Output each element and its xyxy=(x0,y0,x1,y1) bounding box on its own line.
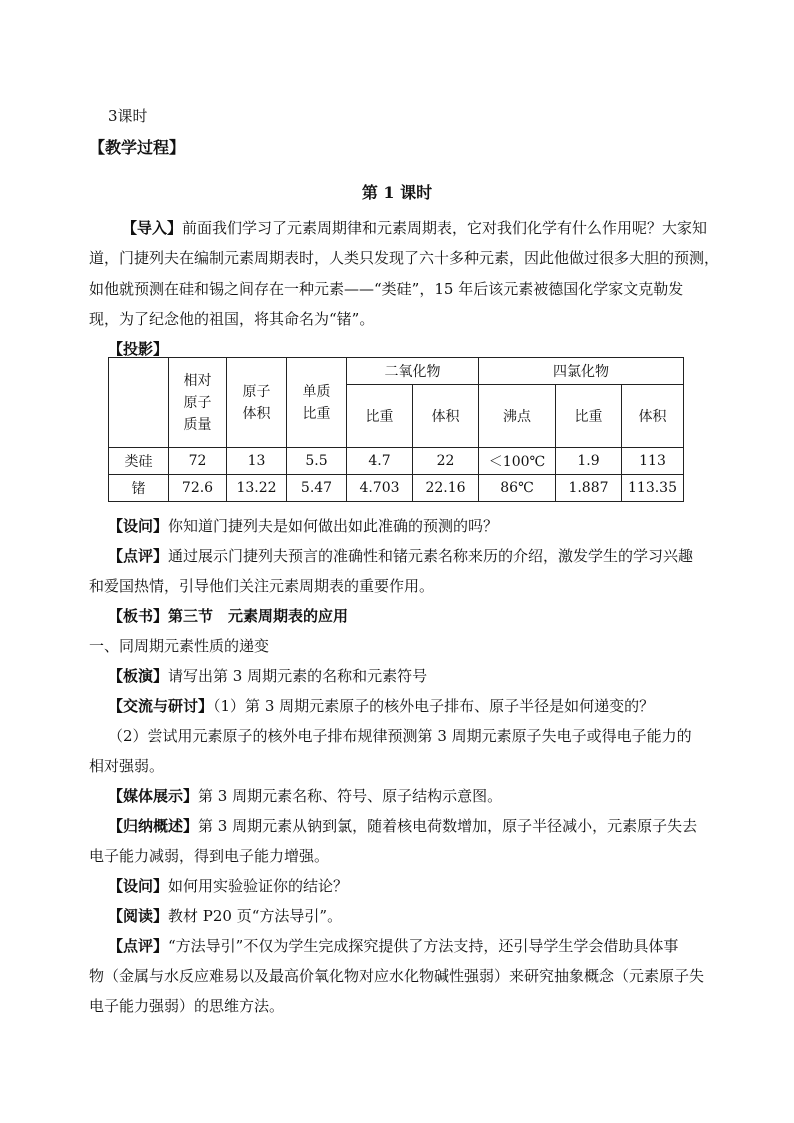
cell: 113 xyxy=(622,448,684,475)
element-comparison-table xyxy=(108,357,684,502)
discussion-line-2: （2）尝试用元素原子的核外电子排布规律预测第 3 周期元素原子失电子或得电子能力的 xyxy=(108,727,692,745)
exercise-tag: 【板演】 xyxy=(108,667,169,685)
cell: 72 xyxy=(169,448,227,475)
lesson-title: 第 1 课时 xyxy=(361,183,433,202)
media-tag: 【媒体展示】 xyxy=(108,787,199,805)
discussion-tag: 【交流与研讨】 xyxy=(108,697,214,715)
discussion-line-1: 【交流与研讨】（1）第 3 周期元素原子的核外电子排布、原子半径是如何递变的？ xyxy=(108,697,655,715)
question-2-tag: 【设问】 xyxy=(108,877,169,895)
discussion-line-3: 相对强弱。 xyxy=(89,757,165,775)
summary-tag: 【归纳概述】 xyxy=(108,817,199,835)
header-tetrachloride: 四氯化物 xyxy=(479,358,684,385)
header-tet-boiling: 沸点 xyxy=(479,385,556,448)
cell: 5.47 xyxy=(287,475,347,502)
comment-2-tag: 【点评】 xyxy=(108,937,169,955)
cell: ＜100℃ xyxy=(479,448,556,475)
cell: 72.6 xyxy=(169,475,227,502)
comment-1-tag: 【点评】 xyxy=(108,547,169,565)
header-tet-volume: 体积 xyxy=(622,385,684,448)
header-tet-density: 比重 xyxy=(556,385,622,448)
comment-2-line-3: 电子能力强弱）的思维方法。 xyxy=(89,997,285,1015)
question-1: 【设问】你知道门捷列夫是如何做出如此准确的预测的吗？ xyxy=(108,517,499,535)
row-name: 类硅 xyxy=(109,448,169,475)
header-dioxide: 二氧化物 xyxy=(347,358,479,385)
header-density: 单质 比重 xyxy=(287,358,347,448)
cell: 5.5 xyxy=(287,448,347,475)
question-2: 【设问】如何用实验验证你的结论？ xyxy=(108,877,349,895)
intro-line-1: 【导入】前面我们学习了元素周期律和元素周期表，它对我们化学有什么作用呢？大家知 xyxy=(122,219,708,237)
cell: 22.16 xyxy=(413,475,479,502)
header-dioxide-volume: 体积 xyxy=(413,385,479,448)
top-note: 3课时 xyxy=(108,107,148,125)
table-row xyxy=(109,448,684,475)
header-dioxide-density: 比重 xyxy=(347,385,413,448)
cell: 86℃ xyxy=(479,475,556,502)
table-row xyxy=(109,475,684,502)
intro-line-3: 如他就预测在硅和锡之间存在一种元素——“类硅”，15 年后该元素被德国化学家文克勒发 xyxy=(89,280,684,298)
subsection-heading: 一、同周期元素性质的递变 xyxy=(89,637,270,655)
reading-tag: 【阅读】 xyxy=(108,907,169,925)
cell: 113.35 xyxy=(622,475,684,502)
cell: 22 xyxy=(413,448,479,475)
comment-1-line-1: 【点评】通过展示门捷列夫预言的准确性和锗元素名称来历的介绍，激发学生的学习兴趣 xyxy=(108,547,694,565)
header-atomic-mass: 相对 原子 质量 xyxy=(169,358,227,448)
intro-line-2: 道，门捷列夫在编制元素周期表时，人类只发现了六十多种元素，因此他做过很多大胆的预测， xyxy=(89,249,720,267)
cell: 4.7 xyxy=(347,448,413,475)
reading: 【阅读】教材 P20 页“方法导引”。 xyxy=(108,907,343,925)
header-atomic-volume: 原子 体积 xyxy=(227,358,287,448)
cell: 13.22 xyxy=(227,475,287,502)
cell: 4.703 xyxy=(347,475,413,502)
cell: 13 xyxy=(227,448,287,475)
table-corner-cell xyxy=(109,358,169,448)
intro-line-4: 现，为了纪念他的祖国，将其命名为“锗”。 xyxy=(89,310,375,328)
summary-line-1: 【归纳概述】第 3 周期元素从钠到氯，随着核电荷数增加，原子半径减小，元素原子失去 xyxy=(108,817,698,835)
comment-2-line-1: 【点评】“方法导引”不仅为学生完成探究提供了方法支持，还引导学生学会借助具体事 xyxy=(108,937,679,955)
exercise: 【板演】请写出第 3 周期元素的名称和元素符号 xyxy=(108,667,428,685)
projection-tag: 【投影】 xyxy=(108,340,169,358)
cell: 1.9 xyxy=(556,448,622,475)
board-heading: 【板书】第三节 元素周期表的应用 xyxy=(108,607,349,625)
intro-tag: 【导入】 xyxy=(122,219,183,237)
comment-2-line-2: 物（金属与水反应难易以及最高价氧化物对应水化物碱性强弱）来研究抽象概念（元素原子失 xyxy=(89,967,705,985)
comment-1-line-2: 和爱国热情，引导他们关注元素周期表的重要作用。 xyxy=(89,577,435,595)
section-heading: 【教学过程】 xyxy=(89,138,186,157)
summary-line-2: 电子能力减弱，得到电子能力增强。 xyxy=(89,847,330,865)
question-1-tag: 【设问】 xyxy=(108,517,169,535)
cell: 1.887 xyxy=(556,475,622,502)
media-display: 【媒体展示】第 3 周期元素名称、符号、原子结构示意图。 xyxy=(108,787,503,805)
row-name: 锗 xyxy=(109,475,169,502)
